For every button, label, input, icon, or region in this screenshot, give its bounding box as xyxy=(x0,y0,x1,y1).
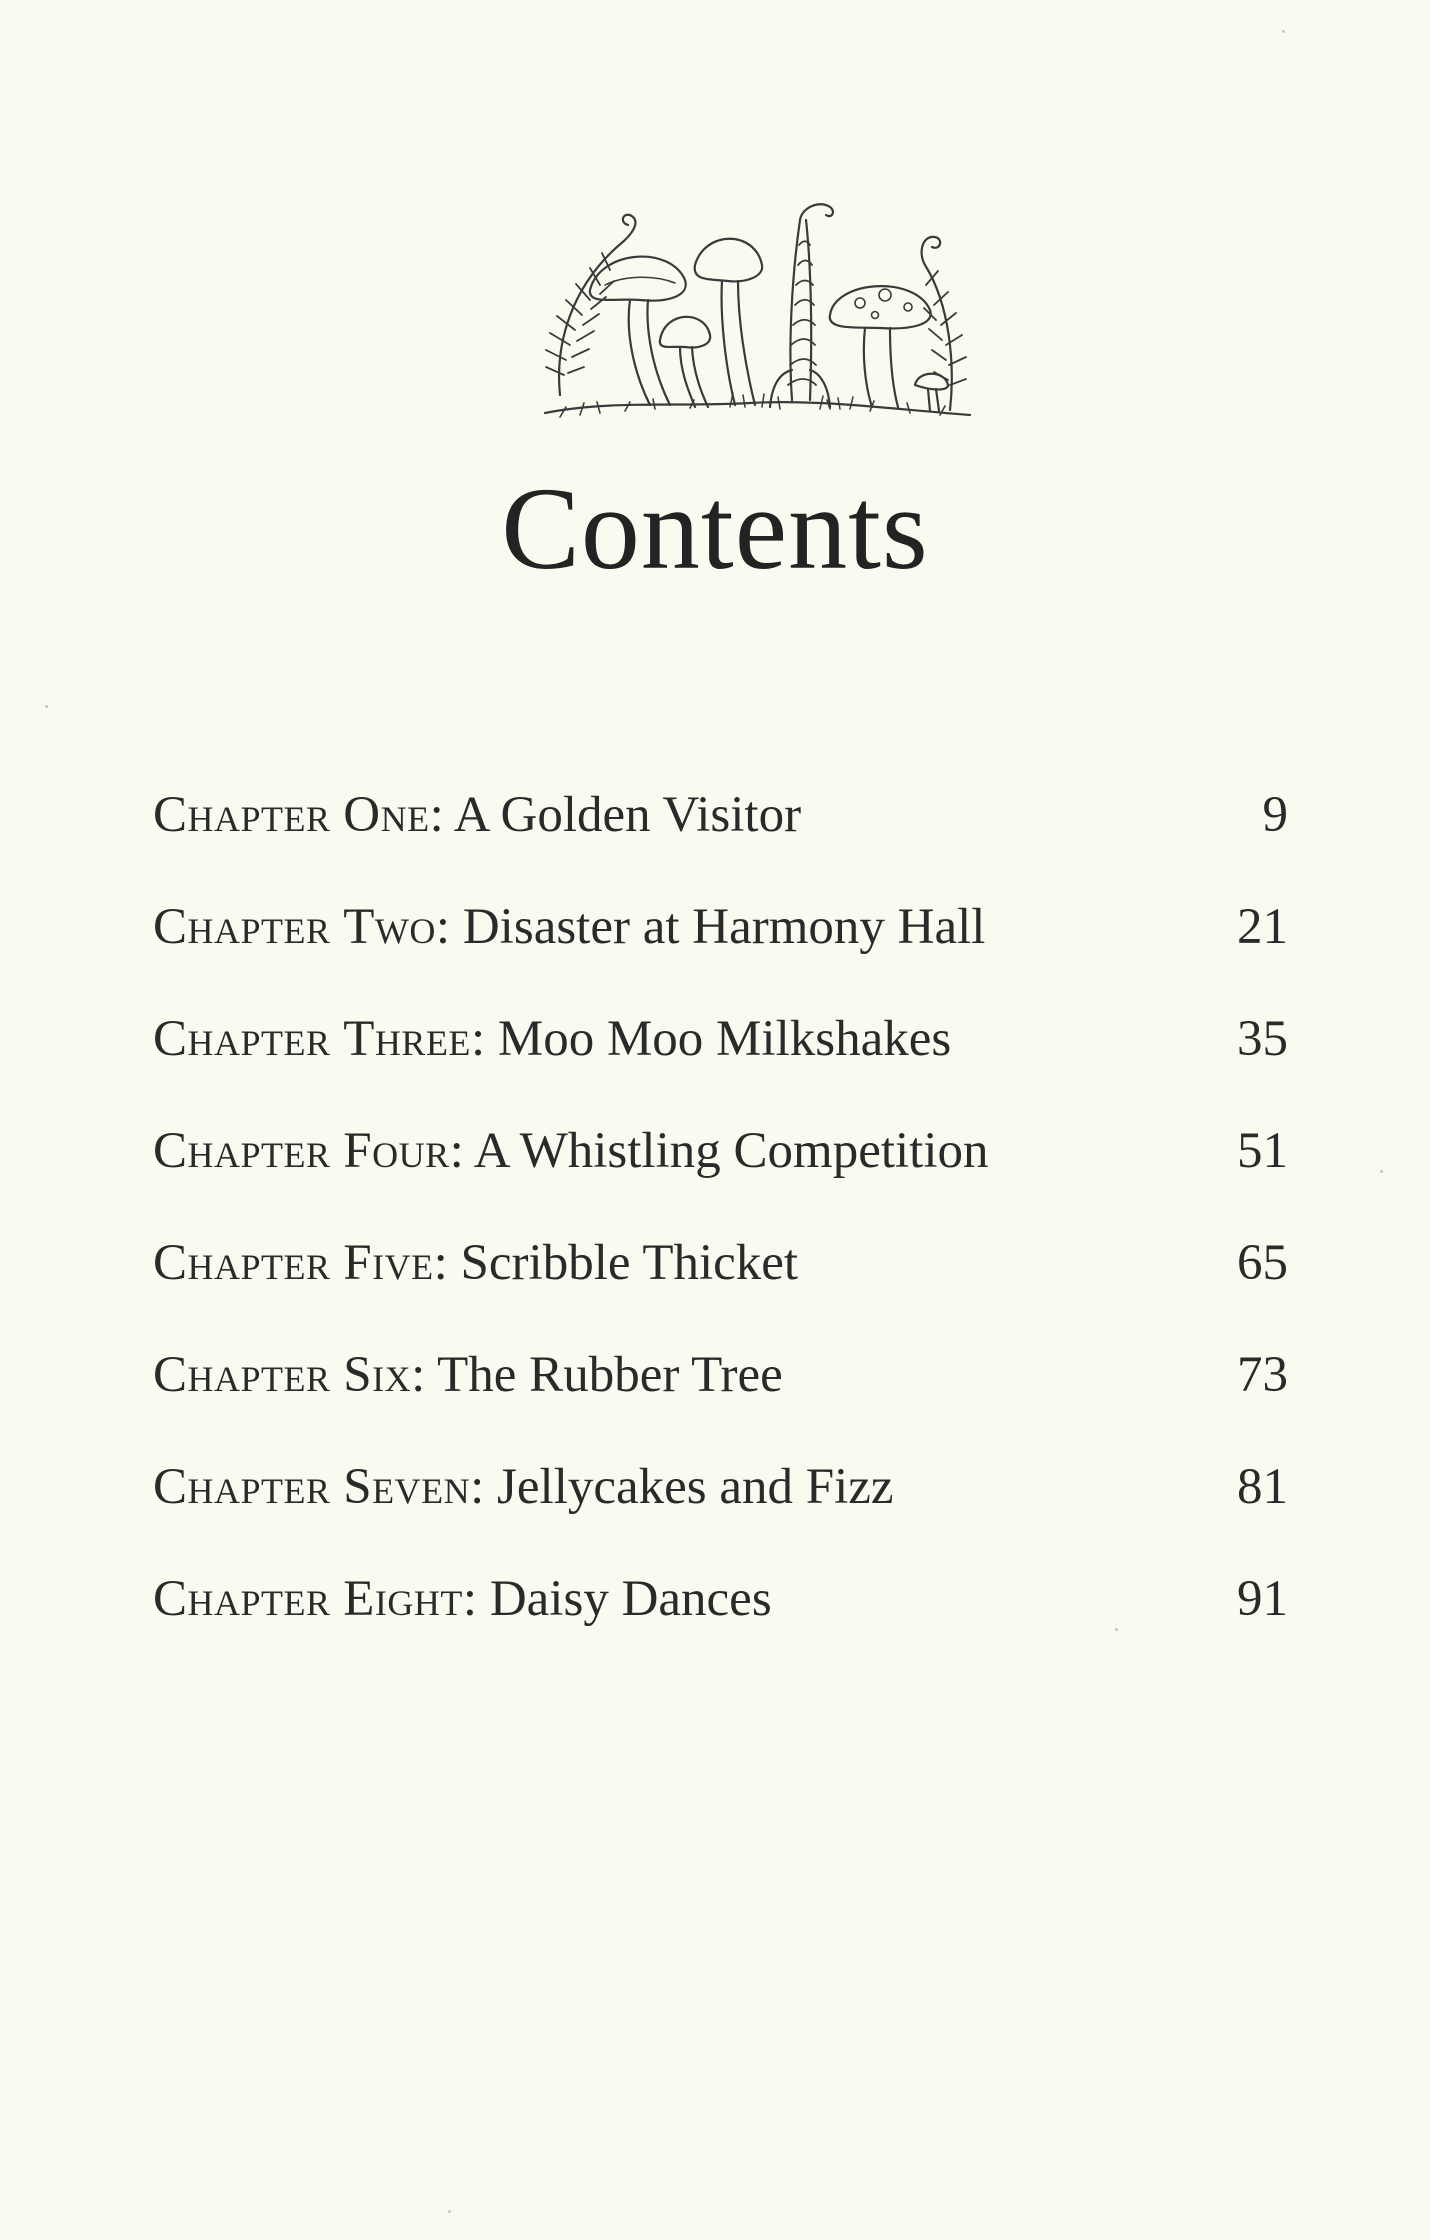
toc-entry xyxy=(153,787,1288,902)
chapter-heading: Chapter Five: Scribble Thicket xyxy=(153,1235,799,1291)
paper-speck xyxy=(45,705,48,708)
chapter-title: Daisy Dances xyxy=(489,1571,772,1627)
chapter-label: Chapter xyxy=(153,899,331,955)
page-number: 91 xyxy=(1237,1571,1288,1627)
page-number: 21 xyxy=(1237,899,1288,955)
page-number: 51 xyxy=(1237,1123,1288,1179)
chapter-title: The Rubber Tree xyxy=(437,1347,783,1403)
chapter-title: Disaster at Harmony Hall xyxy=(462,899,986,955)
chapter-label: Chapter xyxy=(153,1347,331,1403)
chapter-label: Chapter xyxy=(153,1571,331,1627)
toc-entry xyxy=(153,1011,1288,1126)
chapter-label: Chapter xyxy=(153,1235,331,1291)
chapter-label: Chapter xyxy=(153,1459,331,1515)
toc-entry xyxy=(153,1459,1288,1574)
toc-entry xyxy=(153,1235,1288,1350)
toc-entry xyxy=(153,1347,1288,1462)
chapter-label: Chapter xyxy=(153,1011,331,1067)
page-number: 81 xyxy=(1237,1459,1288,1515)
chapter-title: A Whistling Competition xyxy=(473,1123,989,1179)
paper-speck xyxy=(448,2210,451,2213)
chapter-number: Eight xyxy=(343,1571,463,1627)
chapter-title: Scribble Thicket xyxy=(460,1235,799,1291)
chapter-label: Chapter xyxy=(153,1123,331,1179)
page-number: 65 xyxy=(1237,1235,1288,1291)
chapter-number: Three xyxy=(343,1011,471,1067)
chapter-title: Moo Moo Milkshakes xyxy=(497,1011,952,1067)
paper-speck xyxy=(1380,1170,1383,1173)
chapter-heading: Chapter Seven: Jellycakes and Fizz xyxy=(153,1459,894,1515)
chapter-heading: Chapter One: A Golden Visitor xyxy=(153,787,802,843)
page-number: 73 xyxy=(1237,1347,1288,1403)
page-number: 9 xyxy=(1262,787,1288,843)
mushroom-fern-illustration xyxy=(530,195,980,440)
chapter-heading: Chapter Eight: Daisy Dances xyxy=(153,1571,772,1627)
chapter-heading: Chapter Three: Moo Moo Milkshakes xyxy=(153,1011,952,1067)
chapter-heading: Chapter Six: The Rubber Tree xyxy=(153,1347,783,1403)
chapter-title: Jellycakes and Fizz xyxy=(497,1459,894,1515)
chapter-number: Five xyxy=(343,1235,434,1291)
chapter-number: Four xyxy=(343,1123,450,1179)
paper-speck xyxy=(1282,30,1285,33)
table-of-contents xyxy=(153,787,1288,1686)
chapter-number: Seven xyxy=(343,1459,471,1515)
page-title: Contents xyxy=(501,463,929,594)
chapter-label: Chapter xyxy=(153,787,331,843)
chapter-number: Six xyxy=(343,1347,412,1403)
chapter-title: A Golden Visitor xyxy=(453,787,802,843)
page-number: 35 xyxy=(1237,1011,1288,1067)
toc-entry xyxy=(153,899,1288,1014)
chapter-number: Two xyxy=(343,899,436,955)
toc-entry xyxy=(153,1123,1288,1238)
chapter-heading: Chapter Four: A Whistling Competition xyxy=(153,1123,989,1179)
chapter-number: One xyxy=(343,787,430,843)
chapter-heading: Chapter Two: Disaster at Harmony Hall xyxy=(153,899,986,955)
paper-speck xyxy=(1115,1628,1118,1631)
